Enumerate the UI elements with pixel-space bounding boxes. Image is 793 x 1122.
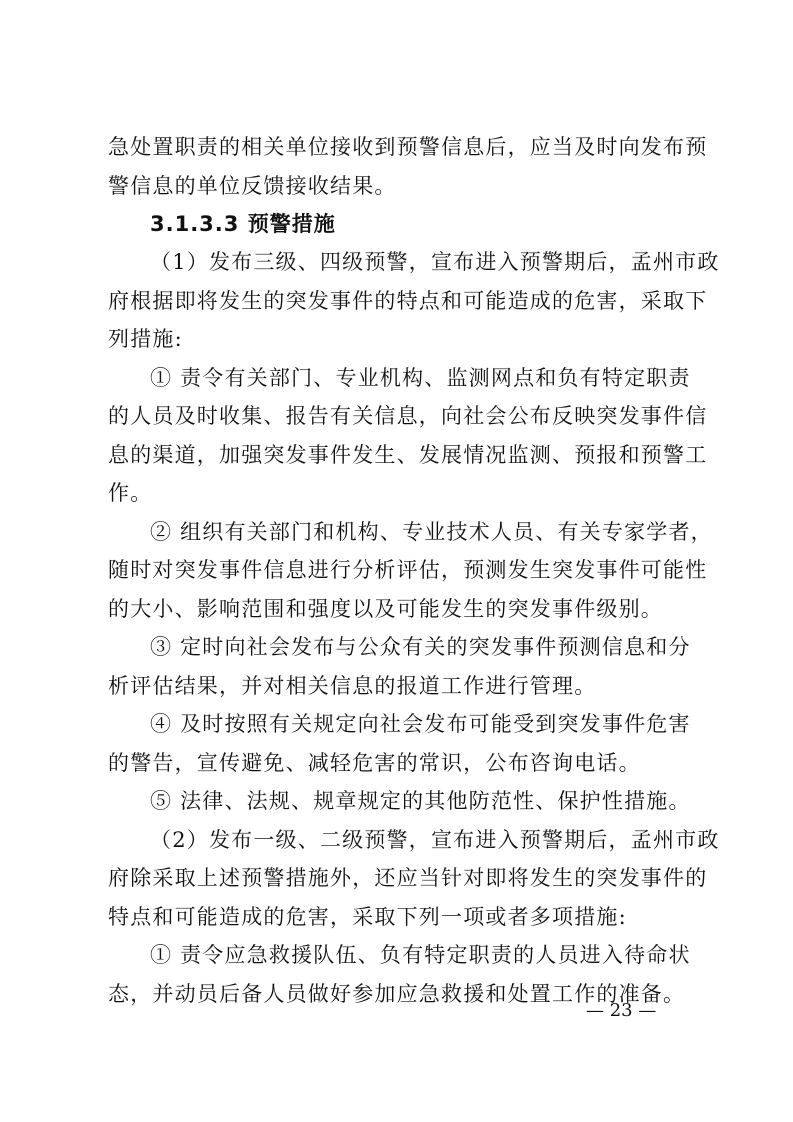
body-text-line: （1）发布三级、四级预警，宣布进入预警期后，孟州市政: [150, 250, 720, 274]
body-text-line: 随时对突发事件信息进行分析评估，预测发生突发事件可能性: [108, 558, 708, 582]
body-text-line: 析评估结果，并对相关信息的报道工作进行管理。: [108, 674, 597, 698]
list-item-line: ⑤ 法律、法规、规章规定的其他防范性、保护性措施。: [150, 789, 691, 813]
body-text-line: 急处置职责的相关单位接收到预警信息后，应当及时向发布预: [108, 135, 708, 159]
body-text-line: 作。: [108, 481, 153, 505]
list-item-line: ③ 定时向社会发布与公众有关的突发事件预测信息和分: [150, 635, 691, 659]
list-item-line: ④ 及时按照有关规定向社会发布可能受到突发事件危害: [150, 712, 691, 736]
list-item-line: ① 责令应急救援队伍、负有特定职责的人员进入待命状: [150, 943, 691, 967]
body-text-line: 的人员及时收集、报告有关信息，向社会公布反映突发事件信: [108, 404, 708, 428]
page-number: — 23 —: [586, 1000, 657, 1021]
body-text-line: 警信息的单位反馈接收结果。: [108, 174, 397, 198]
body-text-line: 府根据即将发生的突发事件的特点和可能造成的危害，采取下: [108, 289, 708, 313]
section-heading: 3.1.3.3 预警措施: [150, 212, 336, 236]
body-text-line: （2）发布一级、二级预警，宣布进入预警期后，孟州市政: [150, 828, 720, 852]
body-text-line: 态，并动员后备人员做好参加应急救援和处置工作的准备。: [108, 982, 686, 1006]
body-text-line: 的大小、影响范围和强度以及可能发生的突发事件级别。: [108, 597, 663, 621]
list-item-line: ① 责令有关部门、专业机构、监测网点和负有特定职责: [150, 366, 691, 390]
body-text-line: 府除采取上述预警措施外，还应当针对即将发生的突发事件的: [108, 866, 708, 890]
list-item-line: ② 组织有关部门和机构、专业技术人员、有关专家学者，: [150, 520, 713, 544]
body-text-line: 列措施:: [108, 327, 183, 351]
body-text-line: 息的渠道，加强突发事件发生、发展情况监测、预报和预警工: [108, 443, 708, 467]
body-text-line: 特点和可能造成的危害，采取下列一项或者多项措施:: [108, 905, 627, 929]
body-text-line: 的警告，宣传避免、减轻危害的常识，公布咨询电话。: [108, 751, 641, 775]
